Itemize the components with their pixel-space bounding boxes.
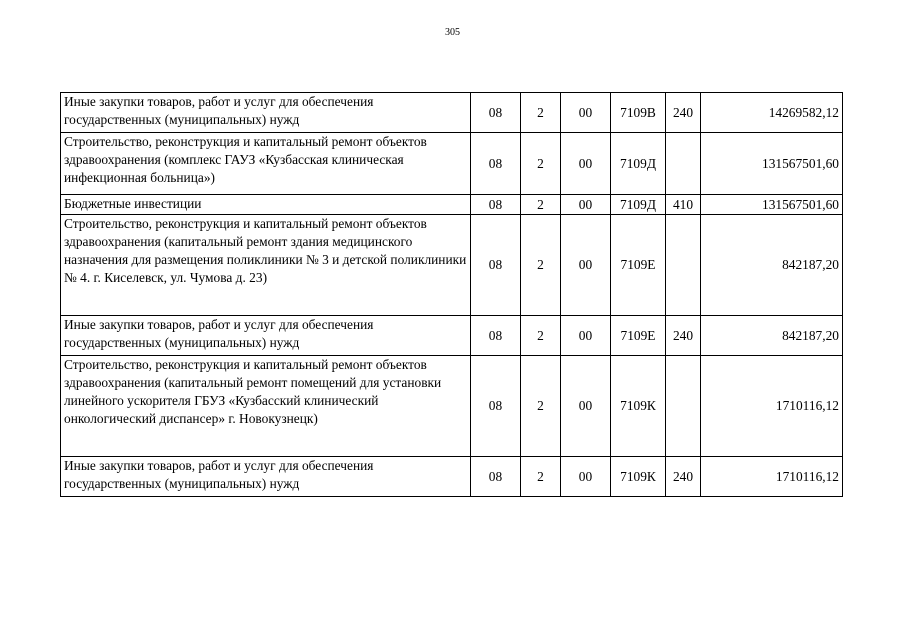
- row-name: Иные закупки товаров, работ и услуг для обеспечения государственных (муниципальных) нужд: [61, 457, 471, 497]
- table-row: [61, 457, 843, 497]
- row-program: 00: [561, 457, 611, 497]
- row-program: 00: [561, 356, 611, 457]
- row-subsection: 2: [521, 457, 561, 497]
- row-subsection: 2: [521, 133, 561, 195]
- row-target: 7109К: [611, 457, 666, 497]
- row-name: Строительство, реконструкция и капитальный ремонт объектов здравоохранения (капитальный ремонт здания медицинского назначения для размещения поликлиники № 3 и детской поликлиники № 4. г. Киселевск, ул. Чумова д. 23): [61, 215, 471, 316]
- row-section: 08: [471, 316, 521, 356]
- row-section: 08: [471, 457, 521, 497]
- row-section: 08: [471, 133, 521, 195]
- row-amount: 131567501,60: [701, 133, 843, 195]
- row-name: Иные закупки товаров, работ и услуг для обеспечения государственных (муниципальных) нужд: [61, 316, 471, 356]
- row-kind: [666, 356, 701, 457]
- table-row: [61, 316, 843, 356]
- page-number: 305: [445, 27, 460, 38]
- row-program: 00: [561, 316, 611, 356]
- row-amount: 842187,20: [701, 316, 843, 356]
- row-amount: 1710116,12: [701, 356, 843, 457]
- row-kind: 240: [666, 457, 701, 497]
- row-section: 08: [471, 195, 521, 215]
- row-amount: 14269582,12: [701, 93, 843, 133]
- row-subsection: 2: [521, 356, 561, 457]
- row-subsection: 2: [521, 93, 561, 133]
- row-kind: 240: [666, 93, 701, 133]
- row-program: 00: [561, 133, 611, 195]
- row-kind: 240: [666, 316, 701, 356]
- row-target: 7109Д: [611, 195, 666, 215]
- row-program: 00: [561, 215, 611, 316]
- row-program: 00: [561, 93, 611, 133]
- row-subsection: 2: [521, 195, 561, 215]
- row-amount: 131567501,60: [701, 195, 843, 215]
- row-amount: 1710116,12: [701, 457, 843, 497]
- table-row: [61, 356, 843, 457]
- row-target: 7109Д: [611, 133, 666, 195]
- row-amount: 842187,20: [701, 215, 843, 316]
- row-section: 08: [471, 356, 521, 457]
- table-row: [61, 133, 843, 195]
- table-row: [61, 215, 843, 316]
- table-row: [61, 195, 843, 215]
- row-section: 08: [471, 215, 521, 316]
- row-name: Иные закупки товаров, работ и услуг для обеспечения государственных (муниципальных) нужд: [61, 93, 471, 133]
- row-kind: 410: [666, 195, 701, 215]
- row-target: 7109Е: [611, 316, 666, 356]
- row-subsection: 2: [521, 316, 561, 356]
- row-kind: [666, 133, 701, 195]
- row-name: Строительство, реконструкция и капитальный ремонт объектов здравоохранения (капитальный ремонт помещений для установки линейного ускорителя ГБУЗ «Кузбасский клинический онкологический диспансер» г. Новокузнецк): [61, 356, 471, 457]
- table-row: [61, 93, 843, 133]
- row-target: 7109Е: [611, 215, 666, 316]
- row-name: Бюджетные инвестиции: [61, 195, 471, 215]
- row-subsection: 2: [521, 215, 561, 316]
- row-name: Строительство, реконструкция и капитальный ремонт объектов здравоохранения (комплекс ГАУЗ «Кузбасская клиническая инфекционная больница»): [61, 133, 471, 195]
- row-program: 00: [561, 195, 611, 215]
- budget-table: [60, 92, 843, 497]
- row-kind: [666, 215, 701, 316]
- row-target: 7109В: [611, 93, 666, 133]
- row-section: 08: [471, 93, 521, 133]
- row-target: 7109К: [611, 356, 666, 457]
